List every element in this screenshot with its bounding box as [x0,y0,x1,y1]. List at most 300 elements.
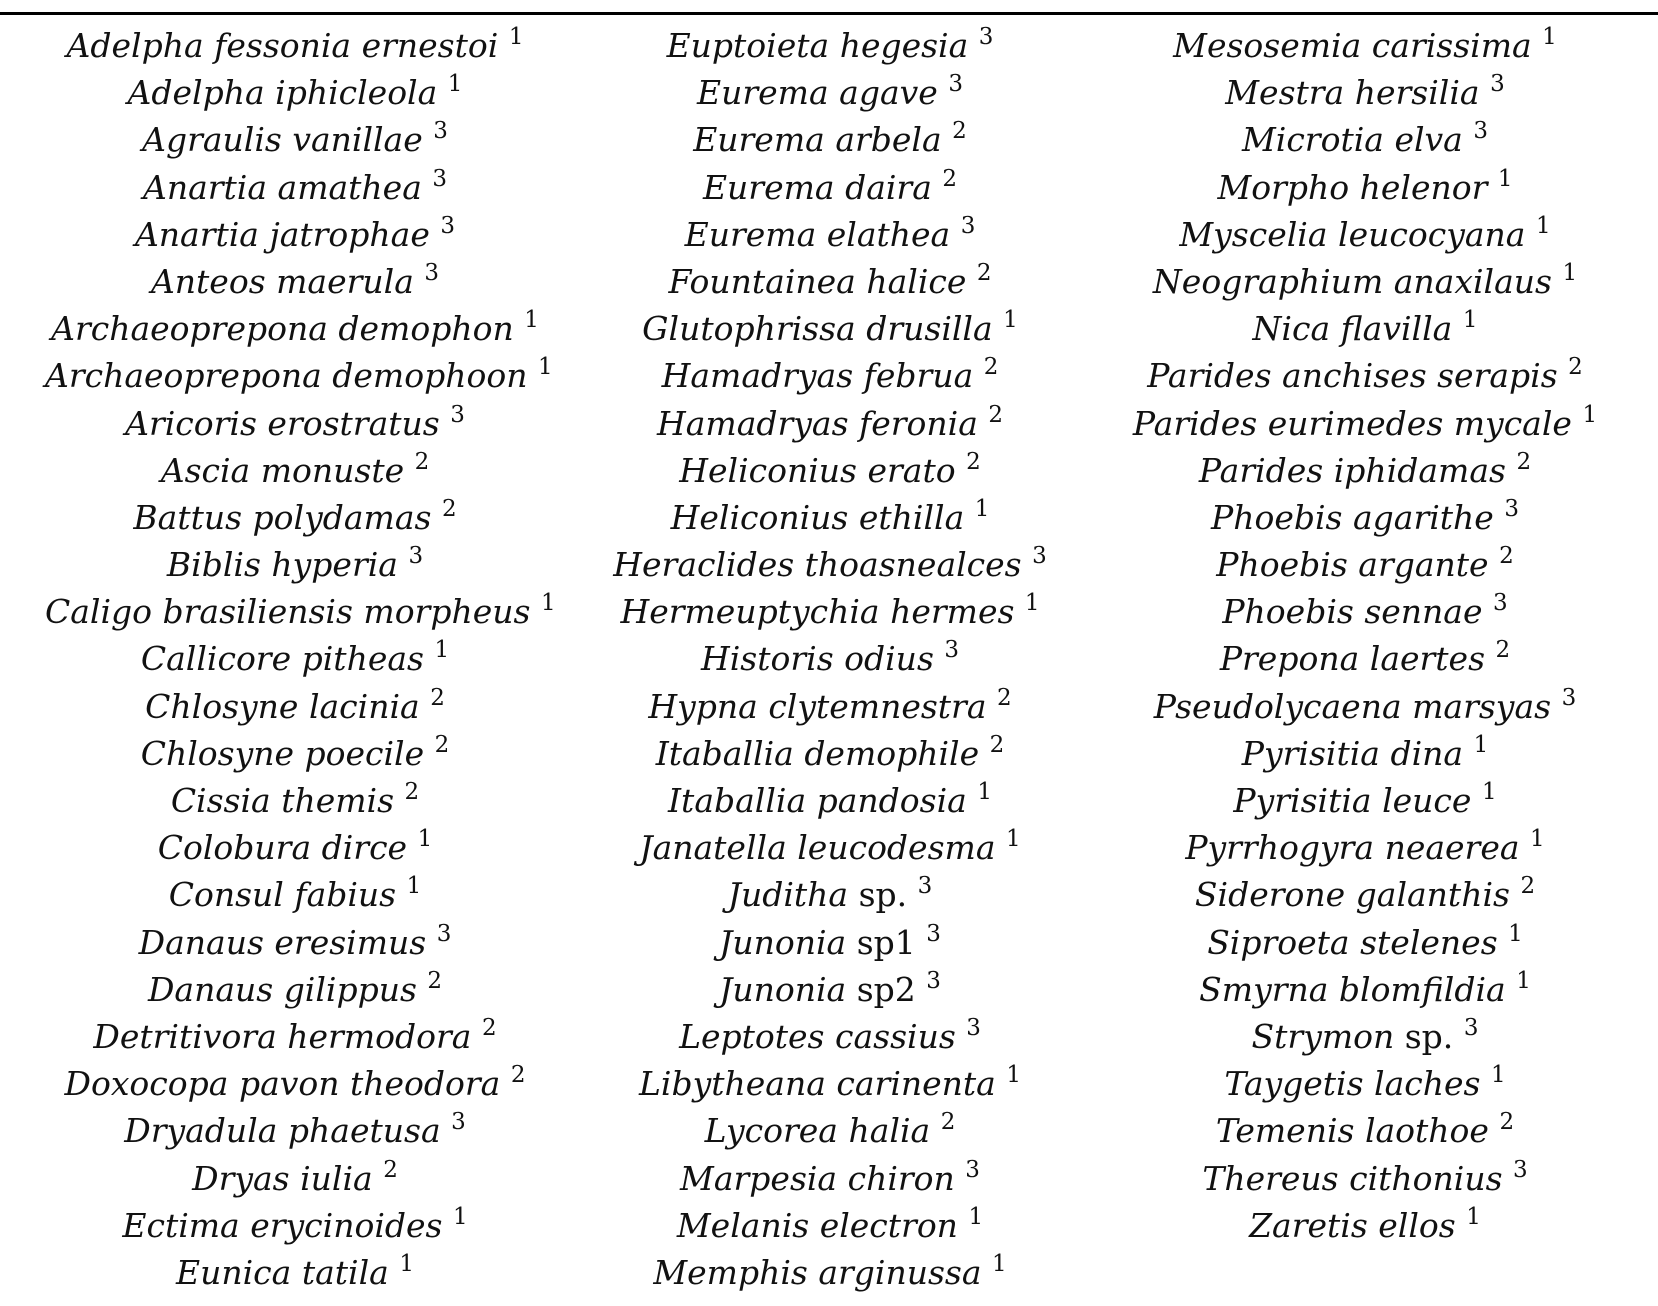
species-epithet: fabius [294,875,397,915]
species-entry [1115,305,1615,352]
species-genus: Fountainea [668,261,856,301]
species-genus: Chlosyne [140,733,294,773]
species-epithet: lacinia [308,686,420,726]
species-footnote-marker: 3 [944,637,960,664]
species-footnote-marker: 1 [1497,165,1513,192]
species-epithet: pavon theodora [238,1064,501,1104]
species-genus: Anartia [134,214,259,254]
species-genus: Parides [1132,403,1258,443]
species-genus: Myscelia [1179,214,1328,254]
species-footnote-marker: 1 [406,873,422,900]
species-entry [45,1013,545,1060]
species-epithet: daira [845,167,932,207]
species-genus: Archaeoprepona [45,356,322,396]
species-entry [580,1155,1080,1202]
species-entry [45,352,553,399]
species-footnote-marker: 3 [408,543,424,570]
species-entry [580,966,1080,1013]
species-footnote-marker: 1 [968,1203,984,1230]
species-entry [45,211,545,258]
species-epithet: demophon [338,309,514,349]
species-genus: Detritivora [93,1016,277,1056]
species-footnote-marker: 3 [1561,684,1577,711]
species-epithet: eresimus [274,922,427,962]
species-epithet: neaerea [1384,828,1520,868]
species-epithet: anchises serapis [1282,356,1558,396]
species-epithet: carissima [1371,26,1532,65]
species-entry [1115,919,1615,966]
species-footnote-marker: 1 [1473,731,1489,758]
species-epithet: demophile [804,733,980,773]
species-entry [1115,541,1615,588]
species-footnote-marker: 1 [1466,1203,1481,1230]
species-epithet: arbela [835,120,942,160]
species-genus: Agraulis [142,120,282,160]
species-genus: Lycorea [704,1111,838,1151]
species-genus: Leptotes [679,1016,825,1056]
species-genus: Adelpha [66,26,204,65]
species-epithet: blomfildia [1338,969,1506,1009]
species-footnote-marker: 1 [524,307,539,334]
species-footnote-marker: 3 [450,401,465,428]
species-footnote-marker: 2 [952,118,967,145]
species-footnote-marker: 3 [926,920,941,947]
species-suffix: sp. [858,875,908,915]
species-footnote-marker: 3 [966,1014,981,1041]
species-footnote-marker: 3 [917,873,933,900]
species-footnote-marker: 1 [1508,920,1523,947]
species-epithet: maerula [276,261,414,301]
species-entry [45,966,545,1013]
species-footnote-marker: 1 [1006,1062,1021,1089]
species-genus: Heliconius [670,497,849,537]
species-footnote-marker: 1 [992,1250,1007,1277]
species-footnote-marker: 2 [414,448,430,475]
species-epithet: iulia [300,1158,373,1198]
species-footnote-marker: 1 [974,495,990,522]
species-genus: Itaballia [655,733,794,773]
species-genus: Chlosyne [145,686,299,726]
species-entry [1115,730,1615,777]
species-epithet: pitheas [301,639,424,679]
species-genus: Phoebis [1216,545,1348,585]
species-epithet: agarithe [1352,497,1494,537]
species-epithet: hegesia [839,26,969,65]
species-footnote-marker: 3 [451,1109,466,1136]
species-footnote-marker: 2 [989,731,1005,758]
species-entry [45,494,545,541]
species-epithet: ethilla [858,497,965,537]
species-genus: Juditha [727,875,849,915]
species-footnote-marker: 2 [1516,448,1532,475]
species-genus: Junonia [719,922,847,962]
species-entry [1115,211,1615,258]
species-footnote-marker: 2 [1499,543,1514,570]
species-entry [45,1107,545,1154]
species-entry [580,824,1080,871]
species-footnote-marker: 2 [383,1156,398,1183]
species-entry [1115,966,1615,1013]
species-footnote-marker: 1 [1530,826,1545,853]
species-genus: Dryas [192,1158,290,1198]
species-entry [580,730,1080,777]
species-genus: Eurema [693,120,825,160]
species-suffix: sp2 [856,969,916,1009]
species-genus: Hamadryas [656,403,849,443]
species-footnote-marker: 3 [926,967,941,994]
species-entry [580,211,1080,258]
species-epithet: leucodesma [797,828,996,868]
species-entry [1115,1060,1615,1107]
species-genus: Janatella [639,828,787,868]
species-genus: Ascia [160,450,251,490]
species-genus: Microtia [1241,120,1384,160]
species-entry [580,1107,1080,1154]
species-footnote-marker: 3 [424,259,440,286]
species-footnote-marker: 2 [441,495,457,522]
species-suffix: sp. [1404,1016,1454,1056]
species-entry [45,400,545,447]
species-genus: Zaretis [1249,1205,1368,1245]
species-entry [580,447,1080,494]
species-epithet: hermodora [287,1016,472,1056]
species-epithet: odius [844,639,934,679]
species-footnote-marker: 3 [440,212,456,239]
species-entry [1115,588,1615,635]
species-genus: Itaballia [668,781,807,820]
species-epithet: helenor [1359,167,1488,207]
species-epithet: monuste [260,450,405,490]
species-footnote-marker: 1 [1003,307,1018,334]
species-entry [580,1249,1080,1296]
species-epithet: hyperia [271,545,398,585]
species-entry [1115,1107,1615,1154]
species-genus: Parides [1147,356,1272,396]
species-entry [580,541,1080,588]
species-entry [45,588,556,635]
species-footnote-marker: 2 [404,779,420,805]
species-genus: Eunica [176,1252,292,1292]
species-epithet: iphicleola [275,73,438,113]
species-genus: Phoebis [1211,497,1343,537]
species-entry [1115,447,1615,494]
species-genus: Battus [133,497,243,537]
species-epithet: erato [867,450,956,490]
species-entry [580,871,1080,918]
species-footnote-marker: 2 [966,448,981,475]
species-genus: Temenis [1215,1111,1355,1151]
species-genus: Doxocopa [64,1064,229,1104]
species-epithet: gilippus [283,969,417,1009]
species-epithet: vanillae [292,120,423,160]
species-epithet: hermes [890,592,1015,632]
species-entry [45,871,545,918]
species-entry [580,494,1080,541]
species-footnote-marker: 2 [1520,873,1536,900]
species-genus: Archaeoprepona [51,309,328,349]
species-genus: Historis [700,639,834,679]
species-epithet: demophoon [332,356,528,396]
species-entry [580,1202,1080,1249]
species-epithet: erostratus [267,403,440,443]
species-epithet: cassius [835,1016,956,1056]
species-entry [1115,69,1615,116]
species-entry [45,635,545,682]
species-entry [580,635,1080,682]
species-footnote-marker: 3 [1504,495,1519,522]
species-entry [1115,1202,1615,1249]
species-epithet: agave [839,73,938,113]
species-entry [1115,164,1615,211]
species-genus: Consul [168,875,284,915]
species-genus: Ectima [122,1205,240,1245]
species-genus: Prepona [1219,639,1360,679]
species-epithet: elathea [826,214,951,254]
species-footnote-marker: 1 [1535,212,1551,239]
species-genus: Hamadryas [661,356,854,396]
species-epithet: laertes [1369,639,1486,679]
species-epithet: leucocyana [1338,214,1526,254]
species-epithet: marsyas [1412,686,1552,726]
species-genus: Anartia [142,167,268,207]
species-genus: Phoebis [1222,592,1354,632]
species-genus: Mestra [1225,73,1345,113]
species-genus: Danaus [138,922,264,962]
species-entry [1115,871,1615,918]
species-footnote-marker: 2 [481,1014,497,1041]
species-entry [1115,683,1615,730]
species-entry [1115,116,1615,163]
species-entry [580,588,1080,635]
species-epithet: clytemnestra [768,686,987,726]
species-footnote-marker: 2 [430,684,445,711]
species-footnote-marker: 3 [1490,71,1505,98]
species-footnote-marker: 1 [434,637,450,664]
species-genus: Biblis [166,545,261,585]
species-epithet: flavilla [1340,309,1453,349]
species-genus: Strymon [1251,1016,1395,1056]
species-entry [1115,1155,1615,1202]
species-epithet: dina [1390,733,1464,773]
species-entry [45,1155,545,1202]
species-entry [45,164,545,211]
species-footnote-marker: 2 [942,165,958,192]
species-genus: Heliconius [679,450,857,490]
species-genus: Euptoieta [666,26,830,65]
species-entry [45,1060,545,1107]
species-entry [580,164,1080,211]
species-epithet: leuce [1382,781,1472,820]
species-footnote-marker: 1 [417,826,433,853]
species-genus: Neographium [1152,261,1384,301]
species-epithet: phaetusa [287,1111,441,1151]
species-entry [45,824,545,871]
species-epithet: themis [281,781,395,820]
species-epithet: galanthis [1355,875,1510,915]
species-footnote-marker: 1 [1542,24,1557,50]
species-footnote-marker: 2 [510,1062,526,1089]
species-entry [45,1249,545,1296]
species-entry [1115,258,1615,305]
species-footnote-marker: 1 [1516,967,1531,994]
species-epithet: electron [819,1205,958,1245]
species-entry [580,258,1080,305]
species-footnote-marker: 3 [1513,1156,1528,1183]
species-genus: Pyrrhogyra [1185,828,1375,868]
species-footnote-marker: 3 [1493,590,1508,617]
species-column-3 [1115,22,1615,1249]
species-genus: Callicore [140,639,292,679]
species-epithet: anaxilaus [1393,261,1552,301]
species-footnote-marker: 3 [1463,1014,1479,1041]
species-epithet: brasiliensis morpheus [162,592,531,632]
species-footnote-marker: 3 [978,24,994,50]
species-epithet: fessonia ernestoi [214,26,499,65]
species-entry [45,22,545,69]
species-entry [45,258,545,305]
species-footnote-marker: 2 [1495,637,1511,664]
species-genus: Libytheana [639,1064,826,1104]
species-entry [1115,635,1615,682]
species-footnote-marker: 2 [997,684,1012,711]
species-epithet: polydamas [252,497,432,537]
species-epithet: tatila [301,1252,389,1292]
species-genus: Hypna [648,686,758,726]
species-genus: Memphis [653,1252,808,1292]
species-footnote-marker: 2 [988,401,1004,428]
species-footnote-marker: 1 [1462,307,1478,334]
species-genus: Morpho [1217,167,1350,207]
species-epithet: thoasnealces [804,545,1022,585]
species-footnote-marker: 2 [976,259,992,286]
species-genus: Aricoris [125,403,257,443]
species-genus: Colobura [157,828,312,868]
species-entry [1115,824,1615,871]
table-top-rule [0,12,1658,15]
species-epithet: erycinoides [250,1205,443,1245]
species-column-2 [580,22,1080,1296]
species-epithet: poecile [304,733,425,773]
species-epithet: feronia [859,403,978,443]
species-footnote-marker: 1 [1490,1062,1506,1089]
species-entry [45,69,545,116]
species-genus: Smyrna [1199,969,1329,1009]
species-footnote-marker: 3 [433,118,448,145]
species-epithet: sennae [1364,592,1483,632]
species-genus: Adelpha [127,73,265,113]
species-genus: Parides [1198,450,1324,490]
species-genus: Nica [1252,309,1331,349]
species-entry [580,69,1080,116]
species-footnote-marker: 2 [983,354,999,381]
species-entry [45,447,545,494]
species-epithet: dirce [321,828,408,868]
species-footnote-marker: 1 [977,779,992,805]
species-entry [45,1202,545,1249]
species-footnote-marker: 3 [1032,543,1047,570]
species-epithet: chiron [847,1158,955,1198]
species-footnote-marker: 1 [537,354,553,381]
species-genus: Melanis [676,1205,810,1245]
species-epithet: pandosia [816,781,967,820]
species-genus: Pyrisitia [1233,781,1372,820]
species-epithet: halia [848,1111,931,1151]
species-entry [580,919,1080,966]
species-column-1 [45,22,556,1296]
species-entry [1115,400,1615,447]
species-genus: Glutophrissa [642,309,856,349]
species-entry [1115,22,1615,69]
species-footnote-marker: 1 [447,71,463,98]
species-footnote-marker: 1 [399,1250,414,1277]
species-entry [580,777,1080,824]
species-epithet: stelenes [1360,922,1498,962]
species-genus: Marpesia [680,1158,838,1198]
species-footnote-marker: 2 [427,967,443,994]
species-genus: Siproeta [1207,922,1350,962]
species-footnote-marker: 1 [508,24,524,50]
species-genus: Siderone [1194,875,1346,915]
species-entry [45,305,545,352]
species-genus: Caligo [45,592,153,632]
species-entry [580,400,1080,447]
species-genus: Cissia [170,781,271,820]
species-entry [580,305,1080,352]
species-entry [45,541,545,588]
species-genus: Thereus [1202,1158,1339,1198]
species-epithet: laothoe [1364,1111,1489,1151]
species-entry [45,683,545,730]
species-footnote-marker: 1 [540,590,556,617]
species-footnote-marker: 2 [434,731,450,758]
species-epithet: arginussa [818,1252,982,1292]
species-entry [1115,777,1615,824]
species-footnote-marker: 3 [965,1156,980,1183]
species-epithet: laches [1374,1064,1481,1104]
species-footnote-marker: 1 [1582,401,1598,428]
species-epithet: hersilia [1354,73,1480,113]
species-entry [580,116,1080,163]
species-entry [580,1013,1080,1060]
species-genus: Eurema [697,73,829,113]
species-genus: Taygetis [1224,1064,1364,1104]
species-epithet: elva [1394,120,1463,160]
species-entry [1115,352,1615,399]
species-genus: Mesosemia [1173,26,1362,65]
species-genus: Hermeuptychia [620,592,880,632]
species-genus: Eurema [702,167,835,207]
species-footnote-marker: 3 [948,71,963,98]
species-entry [1115,1013,1615,1060]
species-entry [580,22,1080,69]
species-footnote-marker: 3 [960,212,976,239]
species-entry [1115,494,1615,541]
species-entry [45,919,545,966]
species-suffix: sp1 [856,922,916,962]
species-epithet: iphidamas [1333,450,1506,490]
species-footnote-marker: 3 [436,920,452,947]
species-footnote-marker: 3 [432,165,448,192]
species-epithet: halice [866,261,967,301]
species-entry [45,777,545,824]
species-epithet: amathea [277,167,422,207]
species-epithet: jatrophae [269,214,430,254]
species-footnote-marker: 1 [1481,779,1497,805]
species-footnote-marker: 1 [1006,826,1021,853]
species-genus: Anteos [150,261,266,301]
species-epithet: drusilla [866,309,993,349]
species-genus: Pyrisitia [1241,733,1380,773]
